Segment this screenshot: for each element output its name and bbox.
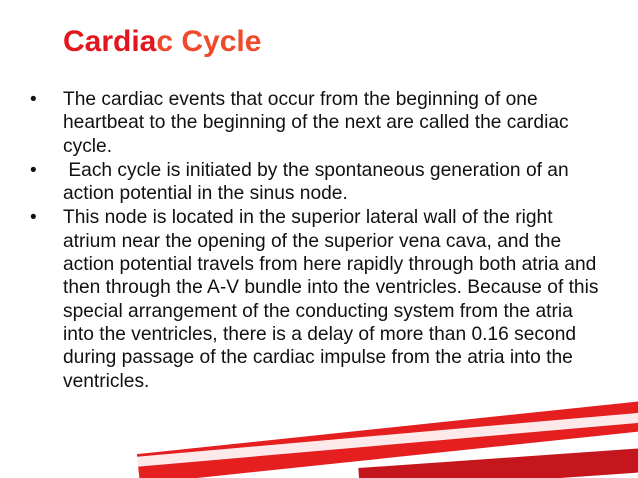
bullet-item bbox=[28, 88, 608, 158]
bullet-dot-icon: • bbox=[30, 159, 37, 181]
bullet-dot-icon: • bbox=[30, 207, 37, 229]
bullet-list bbox=[28, 88, 608, 394]
bullet-text: The cardiac events that occur from the beginning of one heartbeat to the beginning of the next are called the cardiac cycle. bbox=[63, 89, 569, 157]
bullet-dot-icon: • bbox=[30, 89, 37, 110]
bullet-item bbox=[28, 206, 608, 392]
bullet-text: This node is located in the superior lateral wall of the right atrium near the opening of the superior vena cava, and the action potential travels from here rapidly through both atria and then through the A-V bundle into the ventricles. Because of this special arrangement of the conducting system from the atria into the ventricles, there is a delay of more than 0.16 second during passage of the cardiac impulse from the atria into the ventricles. bbox=[63, 207, 599, 392]
slide-title-part-b: c Cycle bbox=[156, 25, 262, 58]
slide-title-part-a: Cardia bbox=[63, 25, 157, 58]
bullet-text: Each cycle is initiated by the spontaneous generation of an action potential in the sinus node. bbox=[63, 159, 574, 205]
slide-title bbox=[63, 22, 261, 62]
bullet-item bbox=[28, 159, 608, 206]
